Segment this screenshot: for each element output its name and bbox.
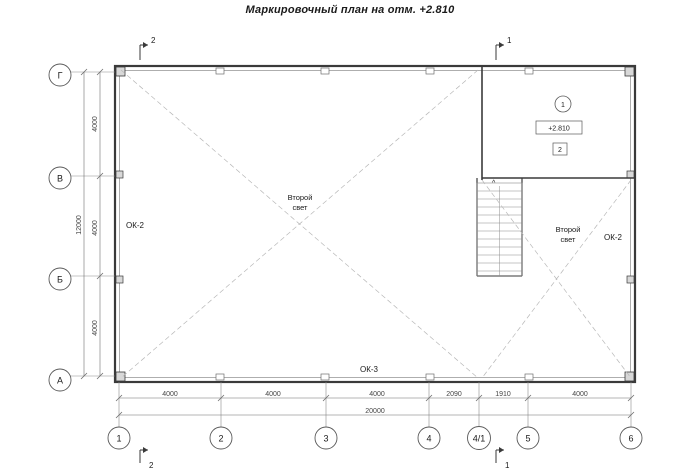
- section-mark-top-right: [496, 36, 512, 60]
- section-mark-bottom-left: [140, 447, 154, 470]
- section-label-top-left: 2: [151, 36, 156, 45]
- dimension-bottom-4: 2090: [446, 391, 462, 398]
- section-label-top-right: 1: [507, 36, 512, 45]
- dimension-bottom-total: 20000: [365, 408, 385, 415]
- room-label-right: [556, 225, 581, 244]
- elevation-value: +2.810: [548, 125, 570, 133]
- stair-direction-arrow: ^: [492, 180, 496, 187]
- elevation-marker: [536, 121, 582, 134]
- page-title: Маркировочный план на отм. +2.810: [245, 4, 455, 16]
- room-left-line1: Второй: [287, 193, 313, 202]
- axis-label-5: 5: [525, 433, 531, 444]
- room-label-left: [288, 193, 313, 212]
- axis-label-v: В: [56, 173, 64, 184]
- axis-label-a: А: [56, 375, 64, 386]
- detail-callout: [553, 143, 567, 155]
- window-label-bottom: ОК-3: [360, 365, 378, 374]
- axis-label-b: Б: [57, 274, 63, 285]
- room-right-line1: Второй: [555, 225, 581, 234]
- room-right-line2: свет: [560, 235, 576, 244]
- dimension-chain-bottom: [116, 391, 634, 418]
- dimension-left-total: 12000: [76, 215, 83, 235]
- section-mark-top-left: [140, 36, 156, 60]
- axis-label-2: 2: [218, 433, 224, 444]
- window-openings-bottom: [216, 374, 533, 380]
- dimension-bottom-3: 4000: [369, 391, 385, 398]
- axis-label-g: Г: [57, 70, 63, 81]
- axis-label-4-1: 4/1: [472, 433, 486, 444]
- void-diagonals: [121, 70, 631, 378]
- dimension-left-1: 4000: [92, 116, 99, 132]
- interior-walls: [477, 66, 634, 276]
- node-number: 1: [561, 102, 565, 109]
- dimension-bottom-2: 4000: [265, 391, 281, 398]
- detail-number: 2: [558, 147, 562, 154]
- room-left-line2: свет: [292, 203, 308, 212]
- axis-label-6: 6: [628, 433, 634, 444]
- dimension-bottom-5: 1910: [495, 391, 511, 398]
- section-mark-bottom-right: [496, 447, 510, 470]
- window-label-left: ОК-2: [126, 221, 144, 230]
- axis-label-3: 3: [323, 433, 329, 444]
- columns: [116, 67, 634, 381]
- dimension-chain-left: [76, 69, 103, 379]
- axis-label-1: 1: [116, 433, 122, 444]
- dimension-left-3: 4000: [92, 320, 99, 336]
- dimension-left-2: 4000: [92, 220, 99, 236]
- dimension-bottom-1: 4000: [162, 391, 178, 398]
- axis-label-4: 4: [426, 433, 432, 444]
- window-openings-top: [216, 68, 533, 74]
- window-label-right: ОК-2: [604, 233, 622, 242]
- staircase: [477, 180, 522, 276]
- section-label-bottom-left: 2: [149, 461, 154, 470]
- node-callout: [555, 96, 571, 112]
- dimension-bottom-6: 4000: [572, 391, 588, 398]
- building-outline: [115, 66, 635, 382]
- section-label-bottom-right: 1: [505, 461, 510, 470]
